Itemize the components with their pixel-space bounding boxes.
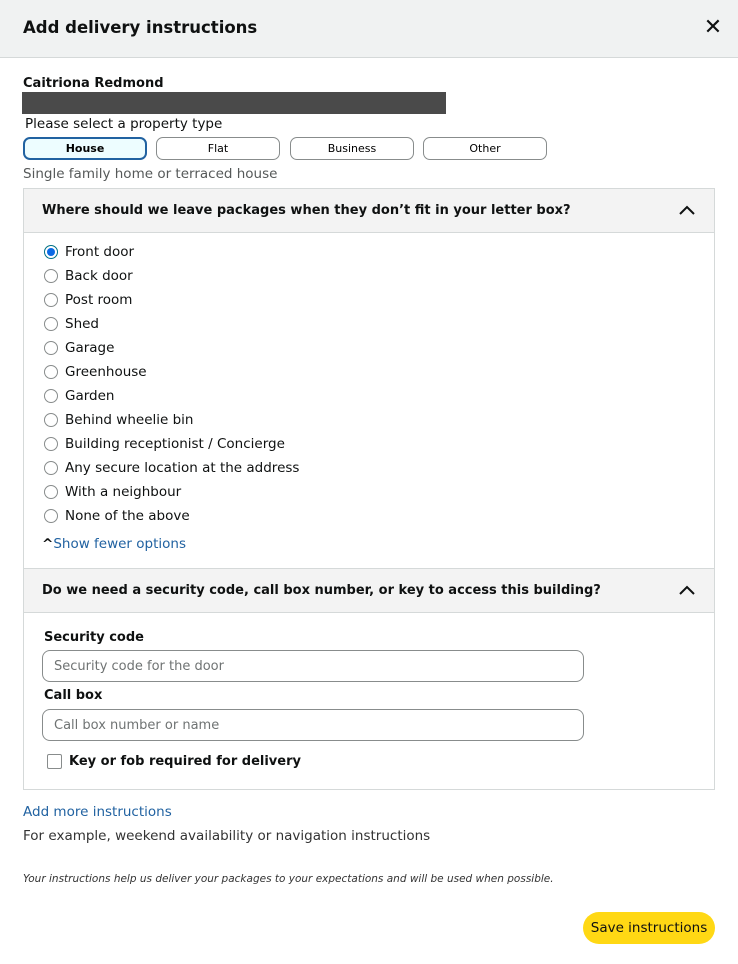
radio-button[interactable] (44, 485, 58, 499)
key-fob-checkbox[interactable] (47, 754, 62, 769)
package-location-option[interactable] (44, 434, 285, 454)
radio-button[interactable] (44, 389, 58, 403)
recipient-name: Caitriona Redmond (23, 76, 164, 91)
show-fewer-options-link[interactable]: ^Show fewer options (42, 536, 186, 552)
chevron-up-small-icon: ^ (42, 536, 54, 552)
option-label: Shed (65, 316, 100, 332)
property-business-button[interactable]: Business (290, 137, 414, 160)
radio-button[interactable] (44, 293, 58, 307)
dialog-title: Add delivery instructions (23, 18, 258, 37)
access-section-header[interactable] (24, 569, 714, 613)
package-location-option[interactable] (44, 242, 134, 262)
option-label: Any secure location at the address (65, 460, 300, 476)
radio-button[interactable] (44, 509, 58, 523)
instructions-note: Your instructions help us deliver your packages to your expectations and will be used when possible. (23, 873, 554, 885)
add-more-hint: For example, weekend availability or navigation instructions (23, 828, 431, 844)
key-fob-checkbox-row[interactable] (47, 754, 301, 769)
property-house-button[interactable]: House (23, 137, 147, 160)
add-more-instructions-link[interactable]: Add more instructions (23, 804, 172, 820)
property-type-label: Please select a property type (25, 116, 223, 132)
option-label: Greenhouse (65, 364, 147, 380)
radio-button[interactable] (44, 365, 58, 379)
option-label: Back door (65, 268, 133, 284)
option-label: With a neighbour (65, 484, 182, 500)
package-location-option[interactable] (44, 386, 114, 406)
redacted-address (22, 92, 446, 114)
dialog-header (0, 0, 738, 58)
chevron-up-icon[interactable] (678, 581, 696, 599)
option-label: None of the above (65, 508, 190, 524)
option-label: Post room (65, 292, 133, 308)
radio-button[interactable] (44, 317, 58, 331)
security-code-label: Security code (44, 630, 144, 645)
radio-button[interactable] (44, 341, 58, 355)
package-location-option[interactable] (44, 338, 114, 358)
option-label: Front door (65, 244, 135, 260)
close-icon[interactable]: ✕ (703, 15, 723, 40)
key-fob-label: Key or fob required for delivery (69, 754, 301, 769)
option-label: Behind wheelie bin (65, 412, 194, 428)
packages-section (23, 188, 715, 569)
packages-heading: Where should we leave packages when they don’t fit in your letter box? (42, 203, 571, 218)
option-label: Garden (65, 388, 115, 404)
access-section (23, 568, 715, 790)
radio-button[interactable] (44, 461, 58, 475)
property-flat-button[interactable]: Flat (156, 137, 280, 160)
package-location-option[interactable] (44, 266, 133, 286)
option-label: Garage (65, 340, 115, 356)
save-instructions-button[interactable]: Save instructions (583, 912, 715, 944)
radio-button[interactable] (44, 269, 58, 283)
packages-section-header[interactable] (24, 189, 714, 233)
package-location-option[interactable] (44, 482, 181, 502)
chevron-up-icon[interactable] (678, 201, 696, 219)
package-location-option[interactable] (44, 314, 99, 334)
package-location-option[interactable] (44, 362, 147, 382)
property-description: Single family home or terraced house (23, 166, 278, 182)
package-location-option[interactable] (44, 410, 193, 430)
property-other-button[interactable]: Other (423, 137, 547, 160)
security-code-input[interactable] (42, 650, 584, 682)
radio-button[interactable] (44, 437, 58, 451)
access-heading: Do we need a security code, call box number, or key to access this building? (42, 583, 601, 598)
package-location-option[interactable] (44, 506, 190, 526)
call-box-input[interactable] (42, 709, 584, 741)
option-label: Building receptionist / Concierge (65, 436, 285, 452)
radio-button[interactable] (44, 413, 58, 427)
package-location-option[interactable] (44, 458, 299, 478)
package-location-option[interactable] (44, 290, 132, 310)
radio-button[interactable] (44, 245, 58, 259)
call-box-label: Call box (44, 688, 103, 703)
